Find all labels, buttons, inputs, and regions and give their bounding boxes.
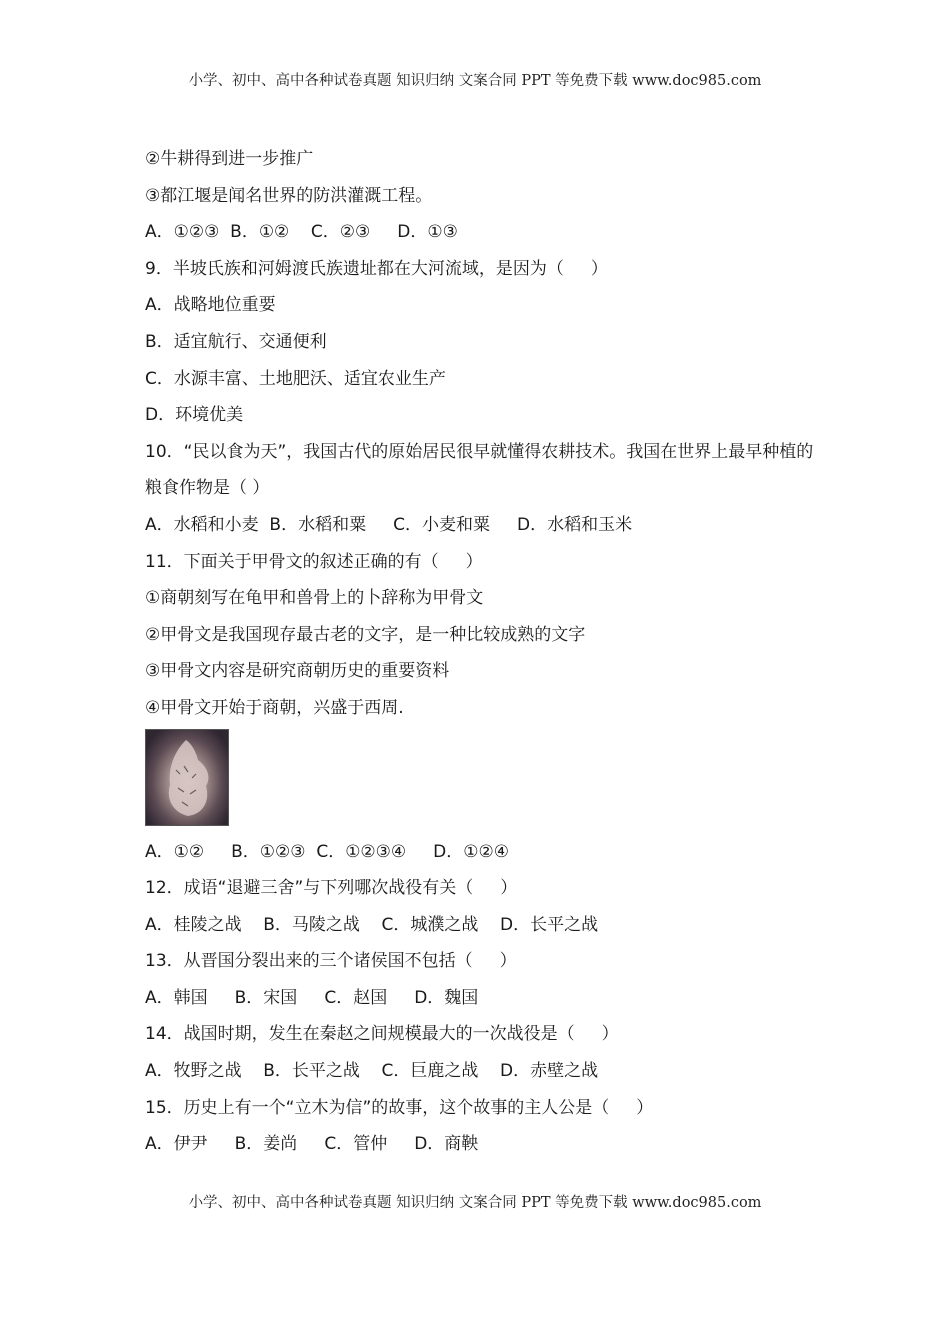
question-14-options: A．牧野之战 B．长平之战 C．巨鹿之战 D．赤壁之战 (145, 1061, 599, 1082)
question-12-options: A．桂陵之战 B．马陵之战 C．城濮之战 D．长平之战 (145, 914, 599, 935)
question-14: 14．战国时期，发生在秦赵之间规模最大的一次战役是（ ） (145, 1024, 619, 1045)
question-9-option-c: C．水源丰富、土地肥沃、适宜农业生产 (145, 368, 446, 389)
question-10: 10．“民以食为天”，我国古代的原始居民很早就懂得农耕技术。我国在世界上最早种植的粮食作物是（ ） (145, 441, 814, 499)
exam-content (145, 141, 815, 1163)
question-15: 15．历史上有一个“立木为信”的故事，这个故事的主人公是（ ） (145, 1097, 654, 1118)
question-13: 13．从晋国分裂出来的三个诸侯国不包括（ ） (145, 951, 517, 972)
question-9-option-a: A．战略地位重要 (145, 295, 276, 316)
page-footer: 小学、初中、高中各种试卷真题 知识归纳 文案合同 PPT 等免费下载 www.doc985.com (188, 1195, 762, 1211)
question-9: 9．半坡氏族和河姆渡氏族遗址都在大河流域，是因为（ ） (145, 258, 608, 279)
question-11: 11．下面关于甲骨文的叙述正确的有（ ） (145, 551, 483, 572)
question-12: 12．成语“退避三舍”与下列哪次战役有关（ ） (145, 878, 518, 899)
question-11-statement-1: ①商朝刻写在龟甲和兽骨上的卜辞称为甲骨文 (145, 588, 484, 609)
statement-3: ③都江堰是闻名世界的防洪灌溉工程。 (145, 185, 433, 206)
question-9-option-d: D．环境优美 (145, 405, 244, 426)
question-11-statement-3: ③甲骨文内容是研究商朝历史的重要资料 (145, 661, 450, 682)
question-9-option-b: B．适宜航行、交通便利 (145, 331, 327, 352)
question-8-options: A．①②③ B．①② C．②③ D．①③ (145, 222, 458, 243)
question-15-options: A．伊尹 B．姜尚 C．管仲 D．商鞅 (145, 1134, 479, 1155)
question-11-statement-4: ④甲骨文开始于商朝，兴盛于西周. (145, 697, 404, 718)
question-11-options: A．①② B．①②③ C．①②③④ D．①②④ (145, 841, 509, 862)
statement-2: ②牛耕得到进一步推广 (145, 149, 314, 169)
question-10-options: A．水稻和小麦 B．水稻和粟 C．小麦和粟 D．水稻和玉米 (145, 514, 633, 535)
question-13-options: A．韩国 B．宋国 C．赵国 D．魏国 (145, 987, 479, 1008)
question-11-statement-2: ②甲骨文是我国现存最古老的文字，是一种比较成熟的文字 (145, 624, 586, 645)
oracle-bone-image (145, 729, 229, 826)
page-header: 小学、初中、高中各种试卷真题 知识归纳 文案合同 PPT 等免费下载 www.doc985.com (188, 73, 762, 89)
